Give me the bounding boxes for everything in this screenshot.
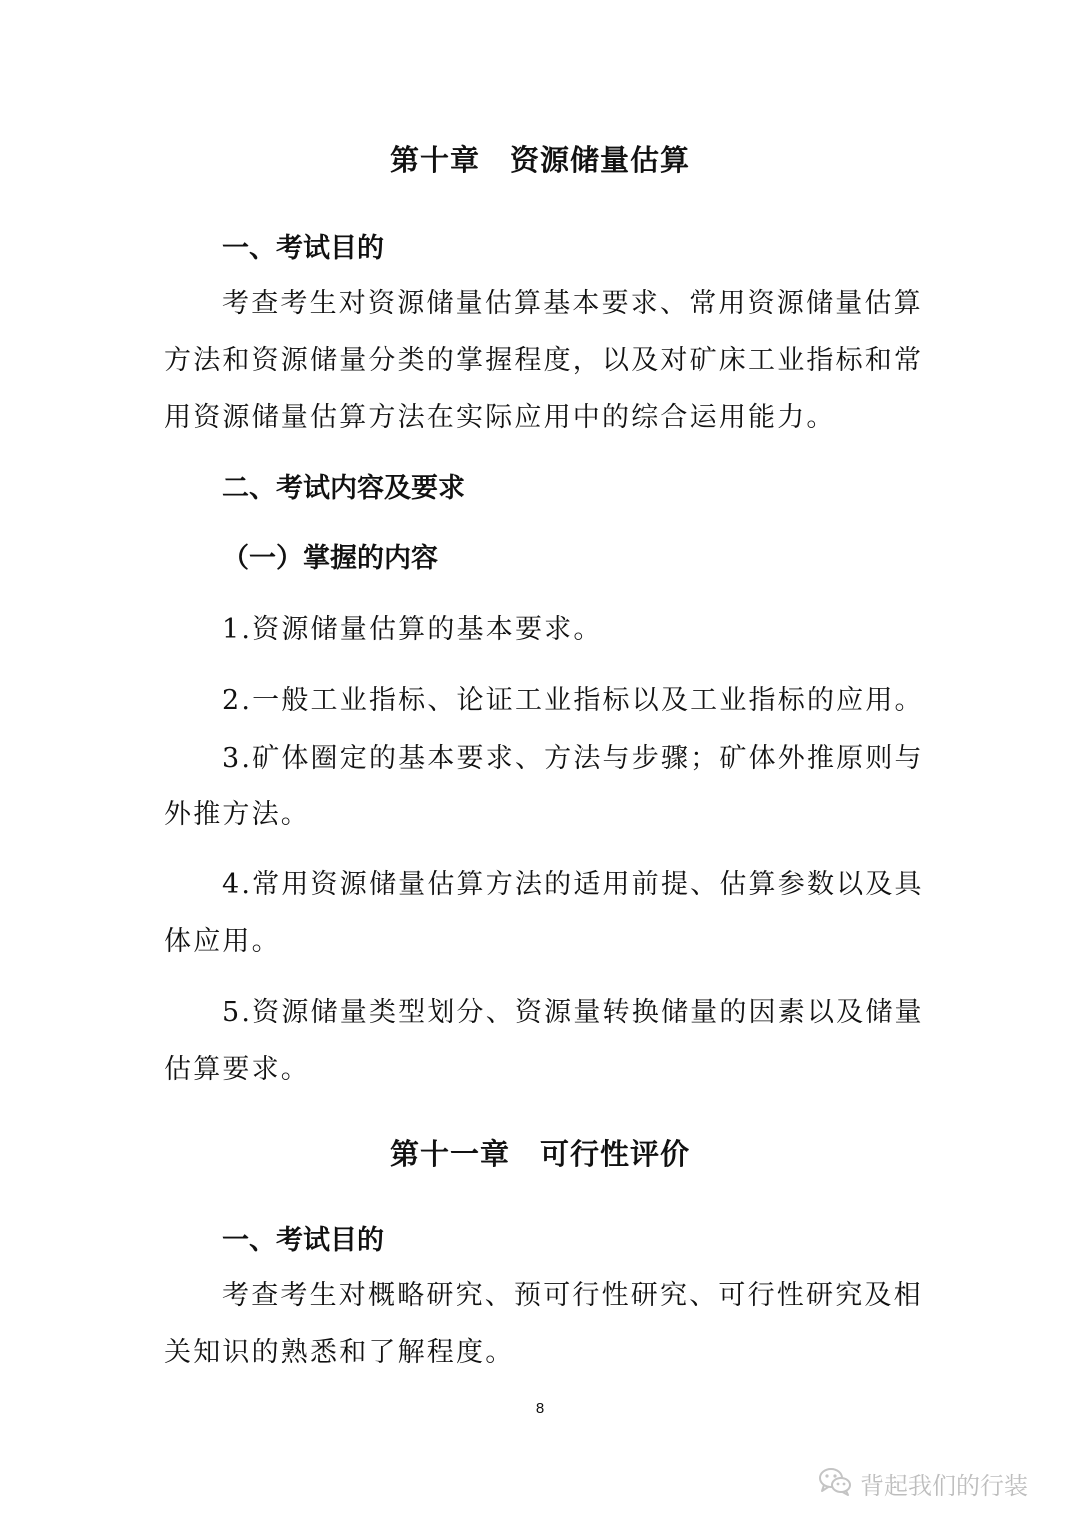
chapter-10-title: 第十章 资源储量估算 xyxy=(389,143,690,177)
wechat-icon xyxy=(818,1466,852,1501)
watermark xyxy=(818,1463,1028,1503)
ch10-item-5-line-1: 5.资源储量类型划分、资源量转换储量的因素以及储量 xyxy=(222,997,924,1028)
ch10-sec1-line-2: 方法和资源储量分类的掌握程度，以及对矿床工业指标和常 xyxy=(164,345,924,376)
ch10-item-1: 1.资源储量估算的基本要求。 xyxy=(222,614,603,645)
ch10-sec1-line-1: 考查考生对资源储量估算基本要求、常用资源储量估算 xyxy=(222,288,923,319)
ch10-item-3-line-2: 外推方法。 xyxy=(164,799,310,830)
chapter-11-title: 第十一章 可行性评价 xyxy=(389,1137,690,1171)
ch10-item-3-line-1: 3.矿体圈定的基本要求、方法与步骤；矿体外推原则与 xyxy=(222,743,924,774)
watermark-text: 背起我们的行装 xyxy=(860,1471,1028,1500)
ch11-section-1-heading: 一、考试目的 xyxy=(222,1225,384,1256)
page-number: 8 xyxy=(535,1400,545,1417)
ch10-item-2: 2.一般工业指标、论证工业指标以及工业指标的应用。 xyxy=(222,685,924,716)
ch10-section-2-heading: 二、考试内容及要求 xyxy=(222,473,465,504)
ch10-item-4-line-2: 体应用。 xyxy=(164,926,281,957)
ch10-item-5-line-2: 估算要求。 xyxy=(164,1054,310,1085)
ch11-sec1-line-1: 考查考生对概略研究、预可行性研究、可行性研究及相 xyxy=(222,1280,923,1311)
ch11-sec1-line-2: 关知识的熟悉和了解程度。 xyxy=(164,1337,515,1368)
ch10-sec1-line-3: 用资源储量估算方法在实际应用中的综合运用能力。 xyxy=(164,402,836,433)
ch10-section-1-heading: 一、考试目的 xyxy=(222,233,384,264)
ch10-item-4-line-1: 4.常用资源储量估算方法的适用前提、估算参数以及具 xyxy=(222,869,924,900)
ch10-subsection-1-heading: （一）掌握的内容 xyxy=(222,543,438,574)
